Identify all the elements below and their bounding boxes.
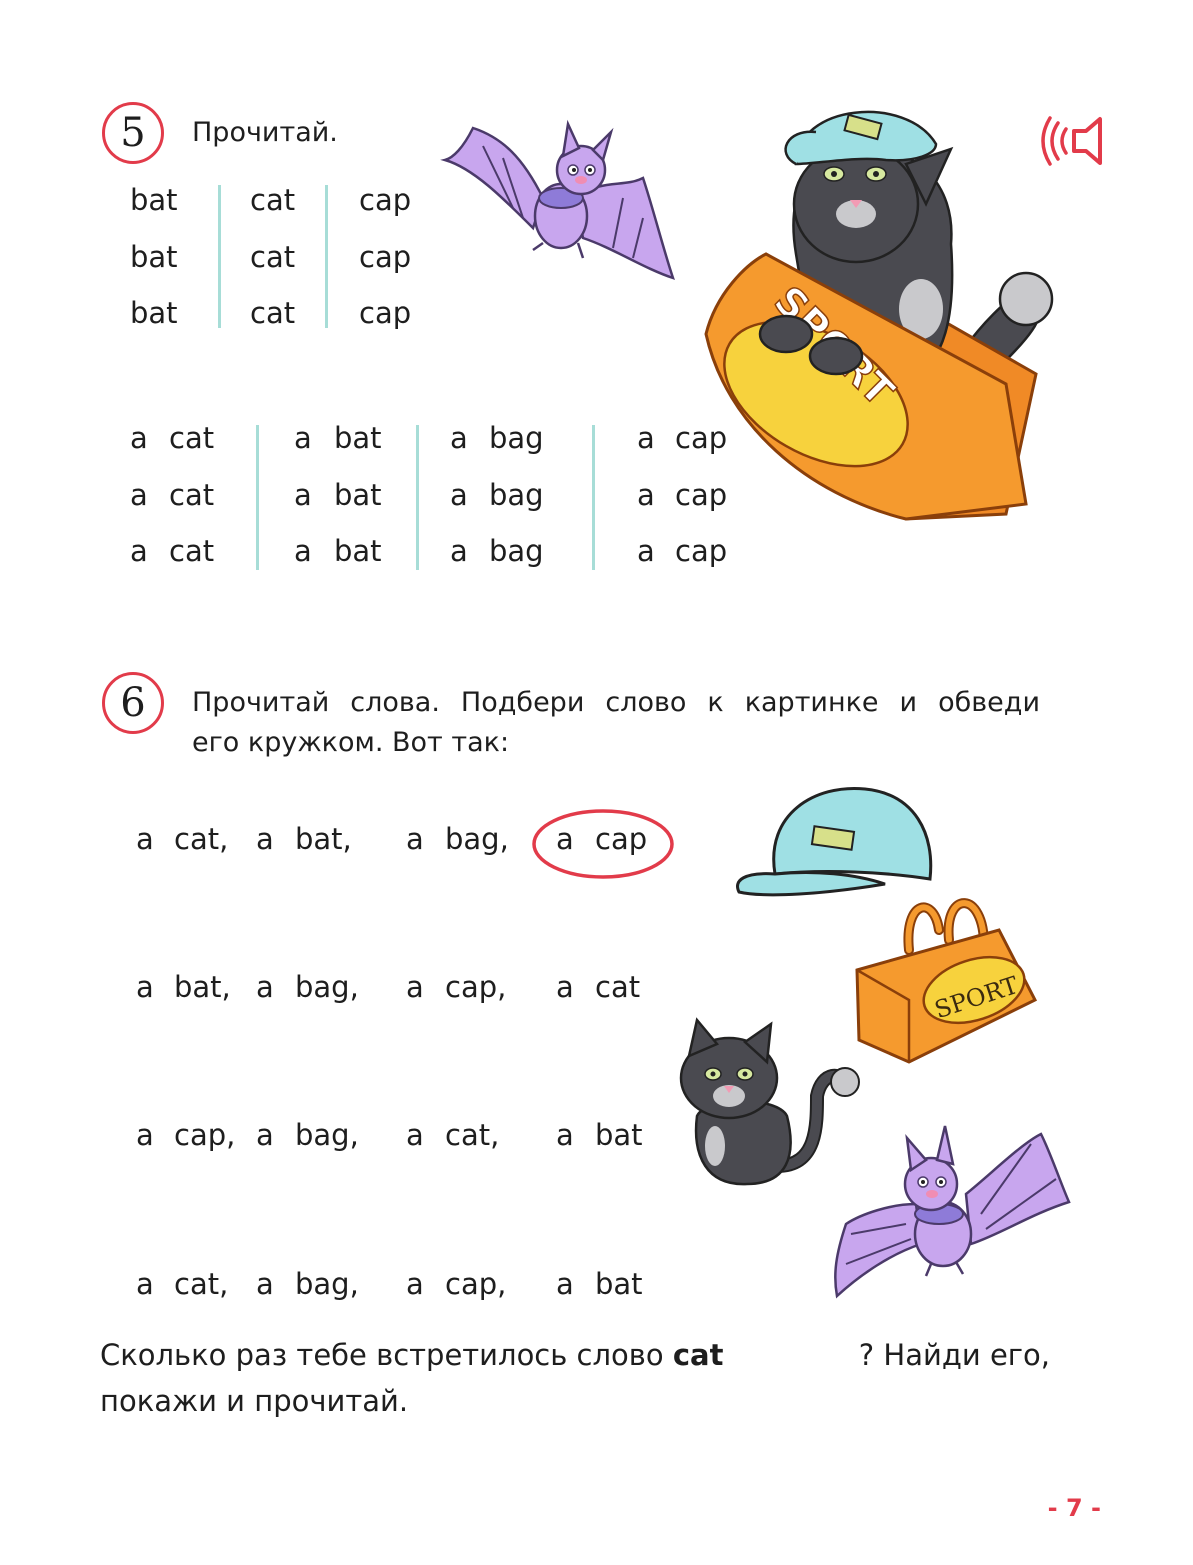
grid2-word: bat [334, 421, 382, 455]
cat-in-bag-illustration [706, 94, 1064, 524]
grid2-word: cat [169, 478, 215, 512]
cap-picture[interactable] [735, 784, 937, 900]
grid2-word: cat [169, 534, 215, 568]
row-word[interactable]: a [136, 970, 154, 1004]
word-row [136, 1264, 696, 1304]
row-word[interactable]: a [256, 822, 274, 856]
row-word[interactable]: bat [595, 1267, 643, 1301]
row-word[interactable]: bag, [295, 1118, 359, 1152]
grid1-word: cat [250, 183, 296, 217]
grid1-divider-2 [325, 185, 328, 328]
row-word[interactable]: a [406, 970, 424, 1004]
grid2-article: a [450, 534, 468, 568]
question-text-after: ? Найди его, [858, 1338, 1050, 1372]
row-word[interactable]: cap, [445, 1267, 507, 1301]
row-word[interactable]: a [256, 970, 274, 1004]
exercise-6-number: 6 [102, 672, 164, 734]
grid2-word: bag [489, 421, 544, 455]
row-word[interactable]: cat, [445, 1118, 500, 1152]
grid2-word: cap [675, 534, 728, 568]
row-word[interactable]: a [556, 1118, 574, 1152]
grid2-article: a [637, 534, 655, 568]
question-line-2: покажи и прочитай. [100, 1384, 409, 1418]
grid2-article: a [130, 478, 148, 512]
grid2-word: bag [489, 478, 544, 512]
grid2-article: a [450, 478, 468, 512]
grid1-word: cat [250, 296, 296, 330]
page-number: - 7 - [1047, 1494, 1101, 1522]
exercise-5-number: 5 [102, 102, 164, 164]
row-word[interactable]: bat, [174, 970, 231, 1004]
grid2-divider-3 [592, 425, 595, 570]
row-word[interactable]: a [136, 1267, 154, 1301]
row-word[interactable]: bag, [295, 1267, 359, 1301]
grid2-article: a [294, 478, 312, 512]
grid1-word: bat [130, 296, 178, 330]
grid2-article: a [637, 421, 655, 455]
example-answer-circle [530, 806, 676, 882]
row-word[interactable]: a [136, 1118, 154, 1152]
grid2-article: a [450, 421, 468, 455]
grid2-divider-1 [256, 425, 259, 570]
row-word[interactable]: a [556, 1267, 574, 1301]
grid1-word: cap [359, 183, 412, 217]
grid2-word: bag [489, 534, 544, 568]
grid1-divider-1 [218, 185, 221, 328]
row-word[interactable]: cat, [174, 1267, 229, 1301]
row-word[interactable]: a [136, 822, 154, 856]
bag-picture[interactable] [849, 890, 1039, 1066]
word-row [136, 967, 696, 1007]
row-word[interactable]: bag, [445, 822, 509, 856]
row-word[interactable]: bat [595, 1118, 643, 1152]
exercise-5-instruction: Прочитай. [192, 117, 338, 148]
grid2-article: a [130, 534, 148, 568]
grid2-word: cap [675, 421, 728, 455]
row-word[interactable]: a [556, 970, 574, 1004]
bat-picture[interactable] [831, 1124, 1071, 1302]
row-word[interactable]: a [406, 1118, 424, 1152]
grid2-word: bat [334, 478, 382, 512]
grid2-article: a [294, 421, 312, 455]
bag-picture-label: SPORT [931, 971, 1022, 1025]
row-word[interactable]: cap, [174, 1118, 236, 1152]
exercise-6-instruction-line1: Прочитай слова. Подбери слово к картинке и обведи [192, 687, 1040, 718]
exercise-6-instruction-line2: его кружком. Вот так: [192, 727, 510, 758]
question-highlight-word: cat [672, 1338, 724, 1372]
word-row [136, 1115, 696, 1155]
grid2-word: bat [334, 534, 382, 568]
row-word[interactable]: cap, [445, 970, 507, 1004]
row-word[interactable]: a [256, 1118, 274, 1152]
row-word[interactable]: a [406, 822, 424, 856]
grid1-word: cap [359, 296, 412, 330]
row-word[interactable]: bat, [295, 822, 352, 856]
grid2-article: a [637, 478, 655, 512]
grid1-word: cap [359, 240, 412, 274]
grid1-word: bat [130, 183, 178, 217]
question-text-before: Сколько раз тебе встретилось слово [100, 1338, 673, 1372]
row-word[interactable]: a [556, 822, 574, 856]
row-word[interactable]: a [406, 1267, 424, 1301]
final-question [100, 1332, 1050, 1424]
grid2-word: cap [675, 478, 728, 512]
bat-illustration [443, 118, 675, 290]
grid2-divider-2 [416, 425, 419, 570]
grid1-word: cat [250, 240, 296, 274]
grid2-word: cat [169, 421, 215, 455]
grid2-article: a [130, 421, 148, 455]
row-word[interactable]: cat [595, 970, 641, 1004]
row-word[interactable]: a [256, 1267, 274, 1301]
row-word[interactable]: cat, [174, 822, 229, 856]
grid1-word: bat [130, 240, 178, 274]
row-word[interactable]: cap [595, 822, 648, 856]
row-word[interactable]: bag, [295, 970, 359, 1004]
grid2-article: a [294, 534, 312, 568]
